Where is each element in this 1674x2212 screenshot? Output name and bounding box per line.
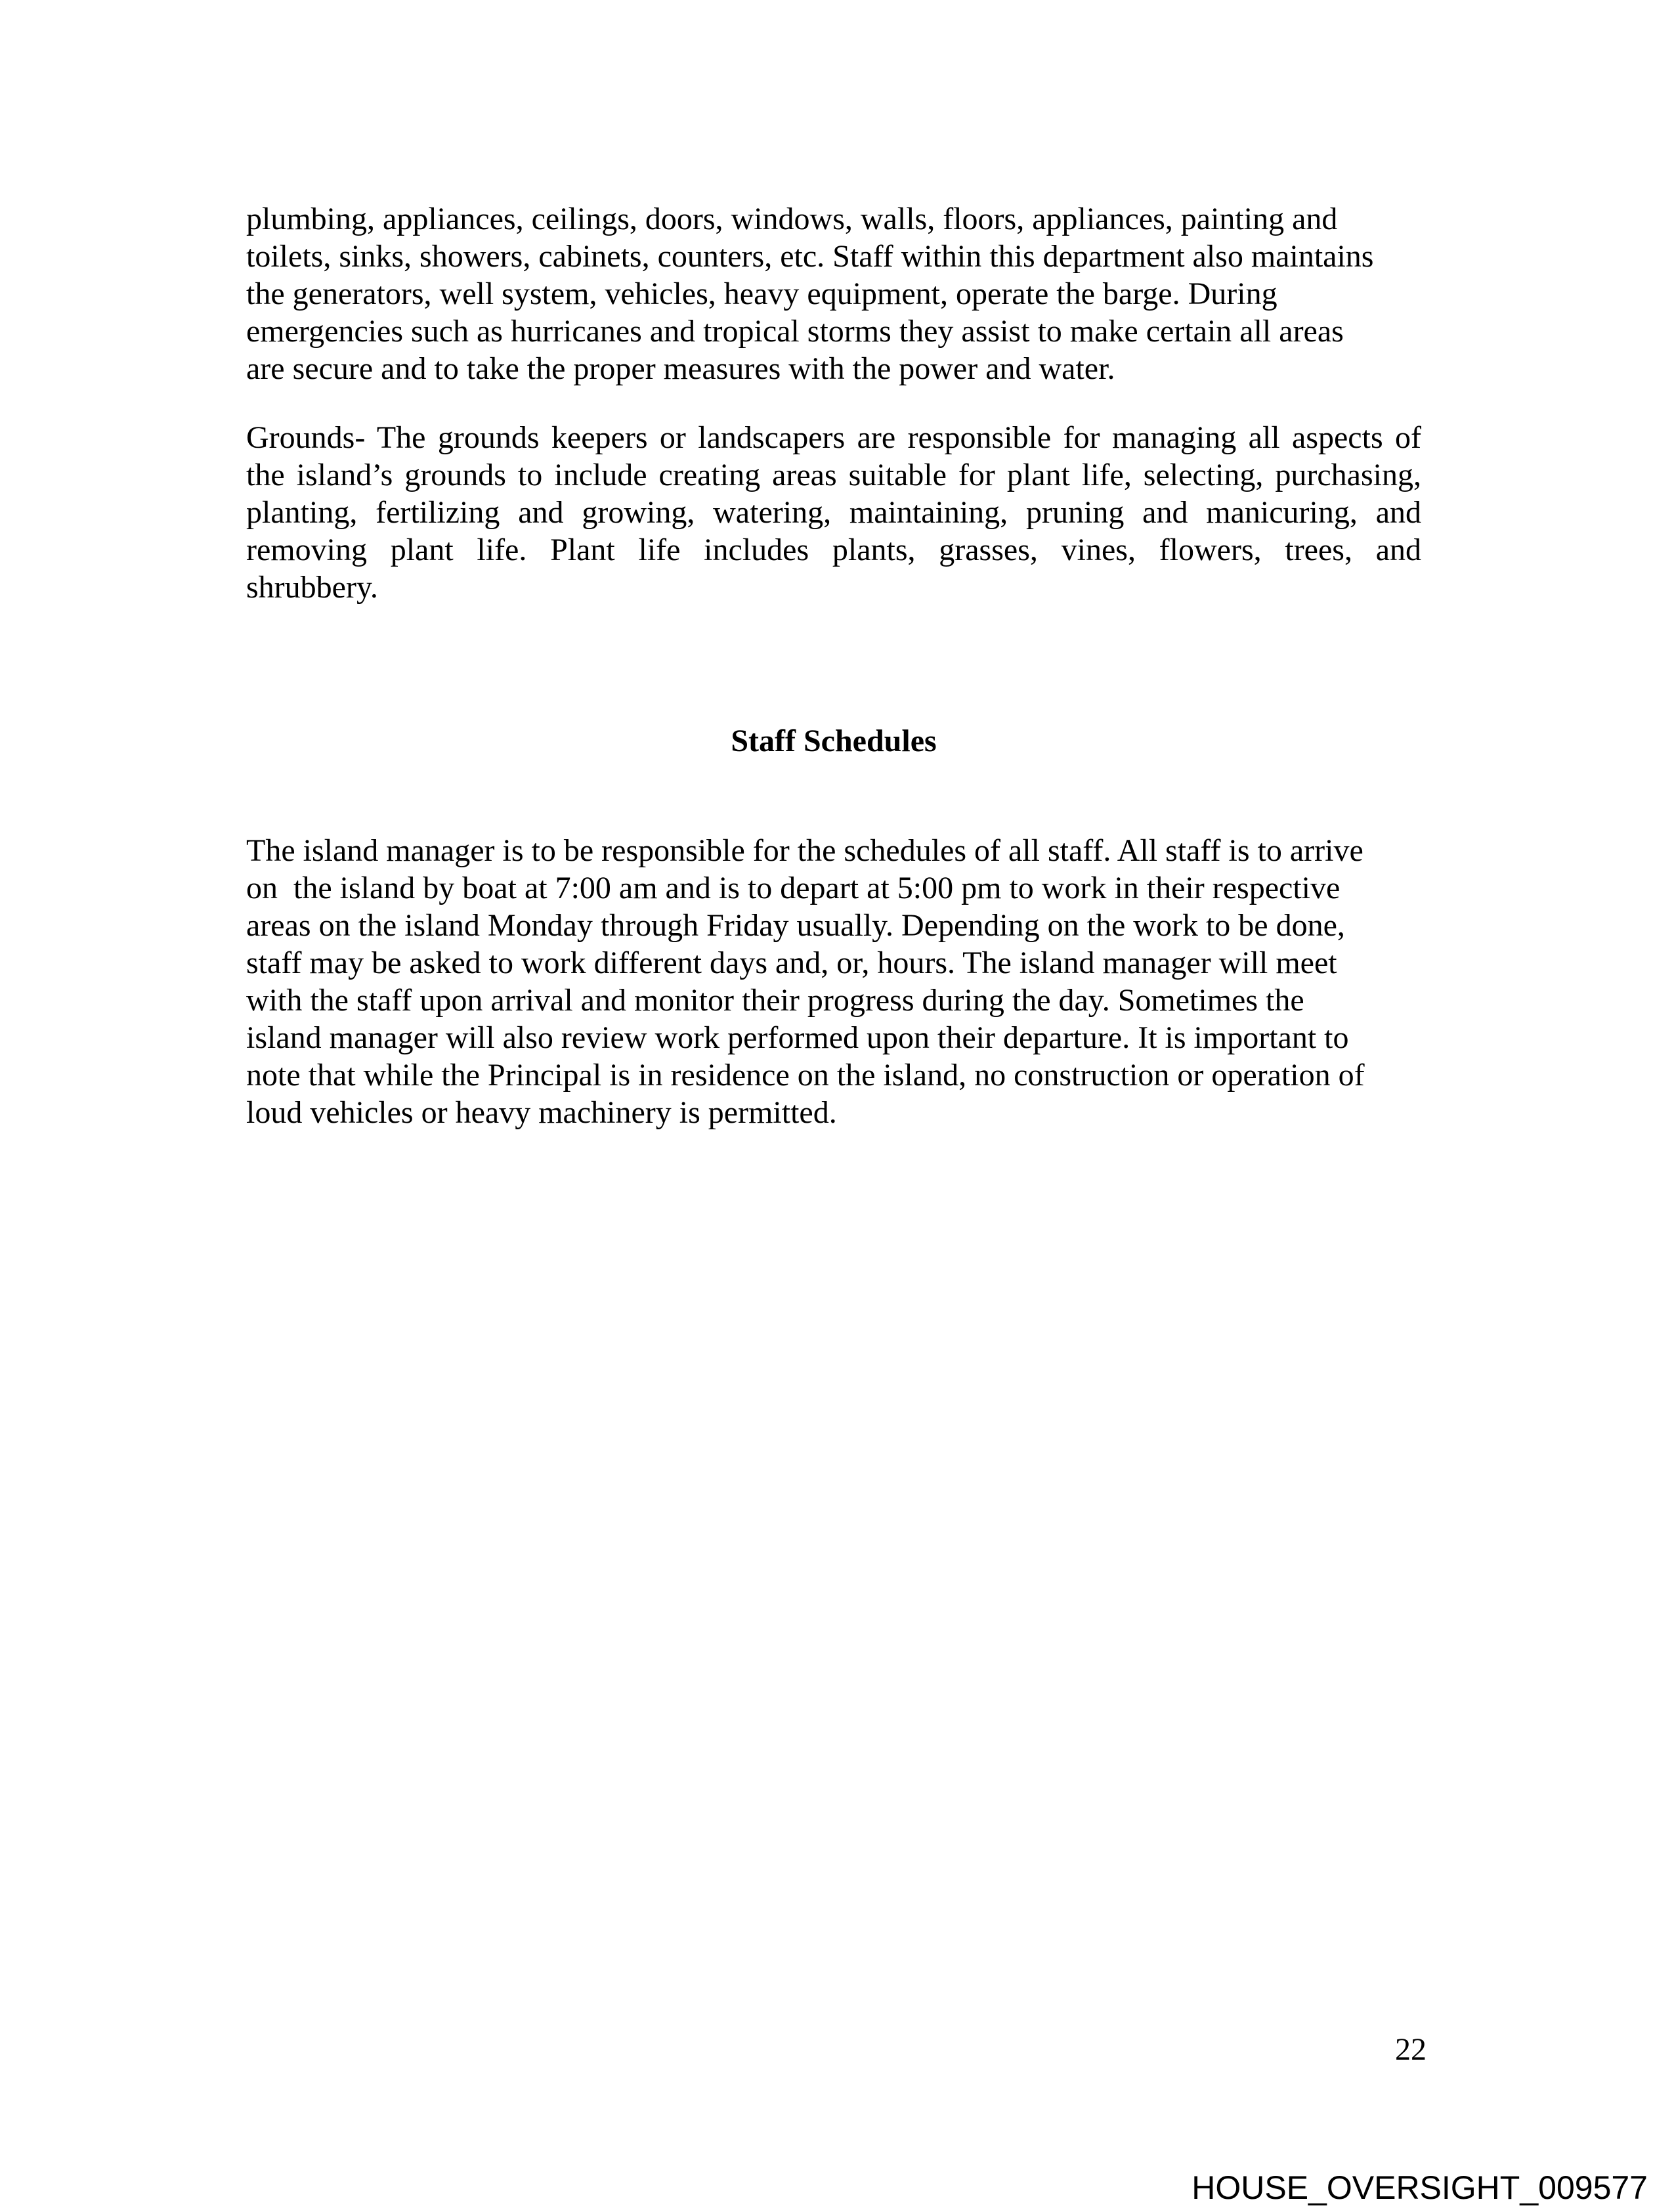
text-line: removing plant life. Plant life includes plants, grasses, vines, flowers, trees, and bbox=[246, 532, 1421, 567]
paragraph-staff-schedules bbox=[246, 832, 1421, 1131]
paragraph-maintenance-continuation bbox=[246, 200, 1421, 387]
section-heading: Staff Schedules bbox=[731, 724, 937, 758]
text-line: shrubbery. bbox=[246, 570, 378, 605]
text-line: areas on the island Monday through Friday usually. Depending on the work to be done, bbox=[246, 908, 1345, 943]
text-line: plumbing, appliances, ceilings, doors, windows, walls, floors, appliances, painting and bbox=[246, 202, 1338, 236]
bates-number: HOUSE_OVERSIGHT_009577 bbox=[1191, 2169, 1648, 2206]
text-line: with the staff upon arrival and monitor their progress during the day. Sometimes the bbox=[246, 983, 1304, 1018]
text-line: are secure and to take the proper measures with the power and water. bbox=[246, 351, 1115, 386]
text-line: Grounds- The grounds keepers or landscapers are responsible for managing all aspects of bbox=[246, 420, 1421, 455]
text-line: toilets, sinks, showers, cabinets, counters, etc. Staff within this department also maintains bbox=[246, 239, 1374, 274]
text-line: the island’s grounds to include creating areas suitable for plant life, selecting, purchasing, bbox=[246, 458, 1421, 492]
text-line: staff may be asked to work different days and, or, hours. The island manager will meet bbox=[246, 945, 1337, 980]
text-line: planting, fertilizing and growing, watering, maintaining, pruning and manicuring, and bbox=[246, 495, 1421, 530]
text-line: The island manager is to be responsible for the schedules of all staff. All staff is to arrive bbox=[246, 833, 1363, 868]
page-number: 22 bbox=[1395, 2032, 1427, 2067]
paragraph-grounds bbox=[246, 419, 1421, 606]
text-line: loud vehicles or heavy machinery is permitted. bbox=[246, 1095, 837, 1130]
text-line: the generators, well system, vehicles, heavy equipment, operate the barge. During bbox=[246, 276, 1277, 311]
text-line: note that while the Principal is in residence on the island, no construction or operation of bbox=[246, 1058, 1365, 1093]
text-line: island manager will also review work performed upon their departure. It is important to bbox=[246, 1020, 1349, 1055]
text-line: on the island by boat at 7:00 am and is to depart at 5:00 pm to work in their respective bbox=[246, 871, 1341, 905]
text-line: emergencies such as hurricanes and tropical storms they assist to make certain all areas bbox=[246, 314, 1344, 349]
